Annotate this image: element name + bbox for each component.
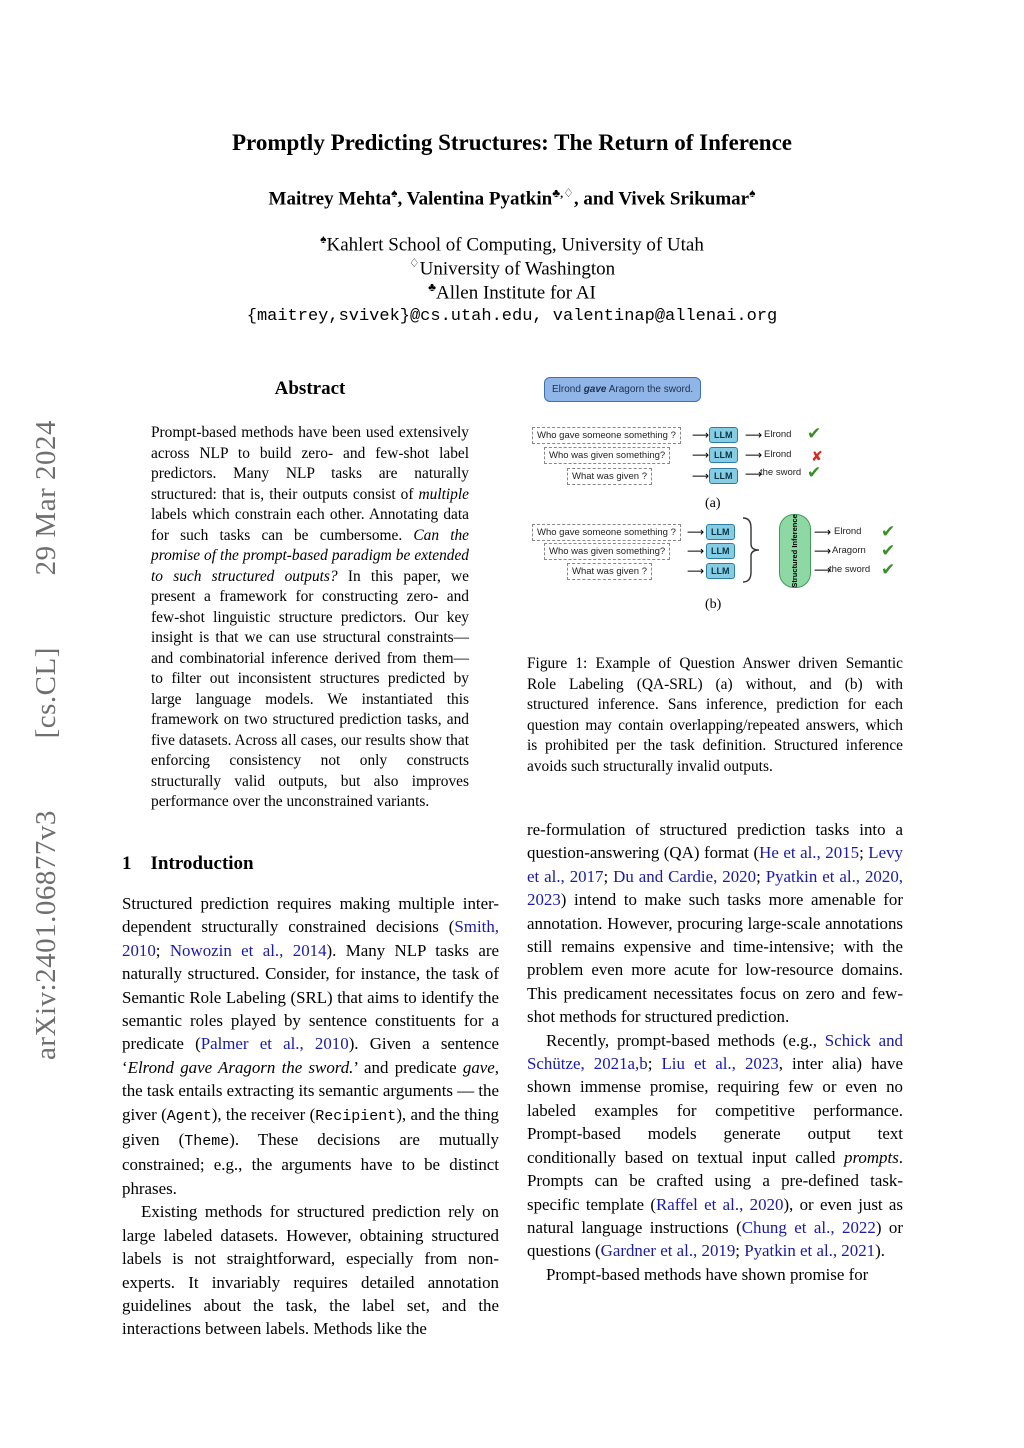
affiliation-text: Allen Institute for AI xyxy=(435,282,596,304)
paragraph: Structured prediction requires making multiple inter-dependent structurally constrained decisions (Smith, 2010; Nowozin et al., 2014). Many NLP tasks are naturally structured. Consider, for instance, the task of Semantic Role Labeling (SRL) that aims to identify the semantic roles played by sentence constituents for a predicate (Palmer et al., 2010). Given a sentence ‘Elrond gave Aragorn the sword.’ and predicate gave, the task entails extracting its semantic arguments — the giver (Agent), the receiver (Recipient), and the thing given (Theme). These decisions are mutually constrained; e.g., the arguments have to be distinct phrases. xyxy=(122,894,500,1198)
paragraph: re-formulation of structured prediction tasks into a question-answering (QA) format (He et al., 2015; Levy et al., 2017; Du and Cardie, 2020; Pyatkin et al., 2020, 2023) intend to make such tasks more amenable for annotation. However, procuring large-scale annotations still remains expensive and time-intensive; with the problem even more acute for low-resource domains. This predicament necessitates focus on zero and few-shot methods for structured prediction. xyxy=(527,820,904,1027)
affiliation-mark: ♢ xyxy=(408,256,420,270)
arrow-icon: ⟶ xyxy=(687,564,705,578)
answer-text: Elrond xyxy=(834,526,862,537)
arrow-icon: ⟶ xyxy=(814,525,832,539)
affiliation-mark: ♠ xyxy=(320,232,327,246)
arxiv-date: 29 Mar 2024 xyxy=(30,420,62,576)
answer-text: Elrond xyxy=(764,429,792,440)
abstract-heading: Abstract xyxy=(274,378,346,399)
arrow-icon: ⟶ xyxy=(692,469,710,483)
citation-link[interactable]: Pyatkin et al., 2020, 2023 xyxy=(527,866,903,910)
arrow-icon: ⟶ xyxy=(687,544,705,558)
arrow-icon: ⟶ xyxy=(687,525,705,539)
paragraph: Prompt-based methods have shown promise for xyxy=(546,1264,869,1284)
answer-text: the sword xyxy=(829,564,871,575)
citation-link[interactable]: Liu et al., 2023 xyxy=(661,1054,779,1074)
question-box: Who gave someone something ? xyxy=(532,524,681,541)
check-icon: ✔ xyxy=(881,541,896,560)
arrow-icon: ⟶ xyxy=(692,448,710,462)
llm-box: LLM xyxy=(709,468,738,484)
citation-link[interactable]: Du and Cardie, 2020 xyxy=(613,866,757,886)
llm-box: LLM xyxy=(706,563,735,579)
paragraph: Recently, prompt-based methods (e.g., Schick and Schütze, 2021a,b; Liu et al., 2023, inter alia) have shown immense promise, requiring few or even no labeled examples for competitive performance. Prompt-based models generate output text conditionally based on textual input called prompts. Prompts can be crafted using a pre-defined task-specific template (Raffel et al., 2020), or even just as natural language instructions (Chung et al., 2022) or questions (Gardner et al., 2019; Pyatkin et al., 2021). xyxy=(527,1030,904,1261)
citation-link[interactable]: Levy et al., 2017 xyxy=(527,843,904,886)
check-icon: ✔ xyxy=(881,522,896,541)
citation-link[interactable]: Gardner et al., 2019 xyxy=(600,1241,736,1261)
author-mark: ♣,♢ xyxy=(552,186,574,200)
citation-link[interactable]: Chung et al., 2022 xyxy=(741,1217,876,1237)
author-emails: {maitrey,svivek}@cs.utah.edu, valentinap@allenai.org xyxy=(246,307,778,326)
citation-link[interactable]: Smith, 2010 xyxy=(122,917,499,960)
question-box: What was given ? xyxy=(567,563,652,580)
affiliation-text: University of Washington xyxy=(419,258,616,280)
citation-link[interactable]: Nowozin et al., 2014 xyxy=(169,940,327,960)
answer-text: Aragorn xyxy=(832,545,866,556)
arrow-icon: ⟶ xyxy=(814,563,832,577)
subfigure-label-b: (b) xyxy=(705,597,722,612)
brace-icon xyxy=(741,516,761,584)
llm-box: LLM xyxy=(706,543,735,559)
author-name: Maitrey Mehta xyxy=(268,188,392,210)
arrow-icon: ⟶ xyxy=(814,544,832,558)
check-icon: ✔ xyxy=(881,560,896,579)
structured-inference-box: Structured Inference xyxy=(779,514,811,588)
arrow-icon: ⟶ xyxy=(692,428,710,442)
abstract-text: Prompt-based methods have been used extensively across NLP to build zero- and few-shot label predictors. Many NLP tasks are naturally structured: that is, their outputs consist of multiple labels which constrain each other. Annotating data for such tasks can be cumbersome. Can the promise of the prompt-based paradigm be extended to such structured outputs? In this paper, we present a framework for constructing zero- and few-shot linguistic structure predictors. Our key insight is that we can use structural constraints—and combinatorial inference derived from them—to filter out inconsistent structures predicted by large language models. We instantiated this framework on two structured prediction tasks, and five datasets. Across all cases, our results show that enforcing consistency not only constructs structurally valid outputs, but also improves performance over the unconstrained variants. xyxy=(151,424,469,810)
arrow-icon: ⟶ xyxy=(745,448,763,462)
question-box: Who was given something? xyxy=(544,543,670,560)
llm-box: LLM xyxy=(709,447,738,463)
question-box: Who gave someone something ? xyxy=(532,427,681,444)
affiliation-ai2 xyxy=(0,280,1024,304)
arxiv-id: arXiv:2401.06877v3 xyxy=(30,810,62,1060)
figure-1 xyxy=(527,370,907,620)
check-icon: ✔ xyxy=(807,424,822,443)
author-list: Maitrey Mehta♠, Valentina Pyatkin♣,♢, and Vivek Srikumar♠ xyxy=(268,186,756,210)
affiliation-text: Kahlert School of Computing, University of Utah xyxy=(326,234,704,256)
question-box: What was given ? xyxy=(567,468,652,485)
cross-icon: ✘ xyxy=(811,448,823,464)
arxiv-sidebar-identifier xyxy=(30,420,70,1060)
intro-right-column xyxy=(527,818,903,1286)
answer-text: the sword xyxy=(760,467,802,478)
question-box: Who was given something? xyxy=(544,447,670,464)
llm-box: LLM xyxy=(709,427,738,443)
citation-link[interactable]: Pyatkin et al., 2021 xyxy=(744,1241,876,1261)
citation-link[interactable]: Palmer et al., 2010 xyxy=(200,1034,349,1054)
intro-left-column xyxy=(122,892,499,1341)
author-name: and Vivek Srikumar xyxy=(583,188,750,210)
section-heading-introduction: 1 Introduction xyxy=(122,853,254,874)
answer-text: Elrond xyxy=(764,449,792,460)
author-name: Valentina Pyatkin xyxy=(406,188,553,210)
arrow-icon: ⟶ xyxy=(745,428,763,442)
check-icon: ✔ xyxy=(807,463,822,482)
figure-caption: Figure 1: Example of Question Answer driven Semantic Role Labeling (QA-SRL) (a) without, and (b) with structured inference. Sans inference, prediction for each question may contain overlapping/repeated answers, which is prohibited per the task definition. Structured inference avoids such structurally invalid outputs. xyxy=(527,655,903,775)
citation-link[interactable]: He et al., 2015 xyxy=(759,843,860,863)
citation-link[interactable]: Raffel et al., 2020 xyxy=(655,1194,784,1214)
paragraph: Existing methods for structured prediction rely on large labeled datasets. However, obtaining structured labels is not straightforward, especially from non-experts. It invariably requires detailed annotation guidelines about the task, the label set, and the interactions between labels. Methods like the xyxy=(122,1202,499,1339)
author-mark: ♠ xyxy=(749,186,756,200)
citation-link[interactable]: Schick and Schütze, 2021a,b xyxy=(527,1030,903,1074)
example-sentence-box: Elrond gave Aragorn the sword. xyxy=(544,377,701,402)
affiliation-washington xyxy=(0,256,1024,280)
subfigure-label-a: (a) xyxy=(705,496,721,511)
affiliation-utah xyxy=(0,232,1024,256)
author-mark: ♠ xyxy=(391,186,398,200)
arxiv-category: [cs.CL] xyxy=(30,647,62,739)
llm-box: LLM xyxy=(706,524,735,540)
paper-title: Promptly Predicting Structures: The Return of Inference xyxy=(231,130,793,155)
affiliation-mark: ♣ xyxy=(428,280,436,294)
arrow-icon: ⟶ xyxy=(745,467,763,481)
